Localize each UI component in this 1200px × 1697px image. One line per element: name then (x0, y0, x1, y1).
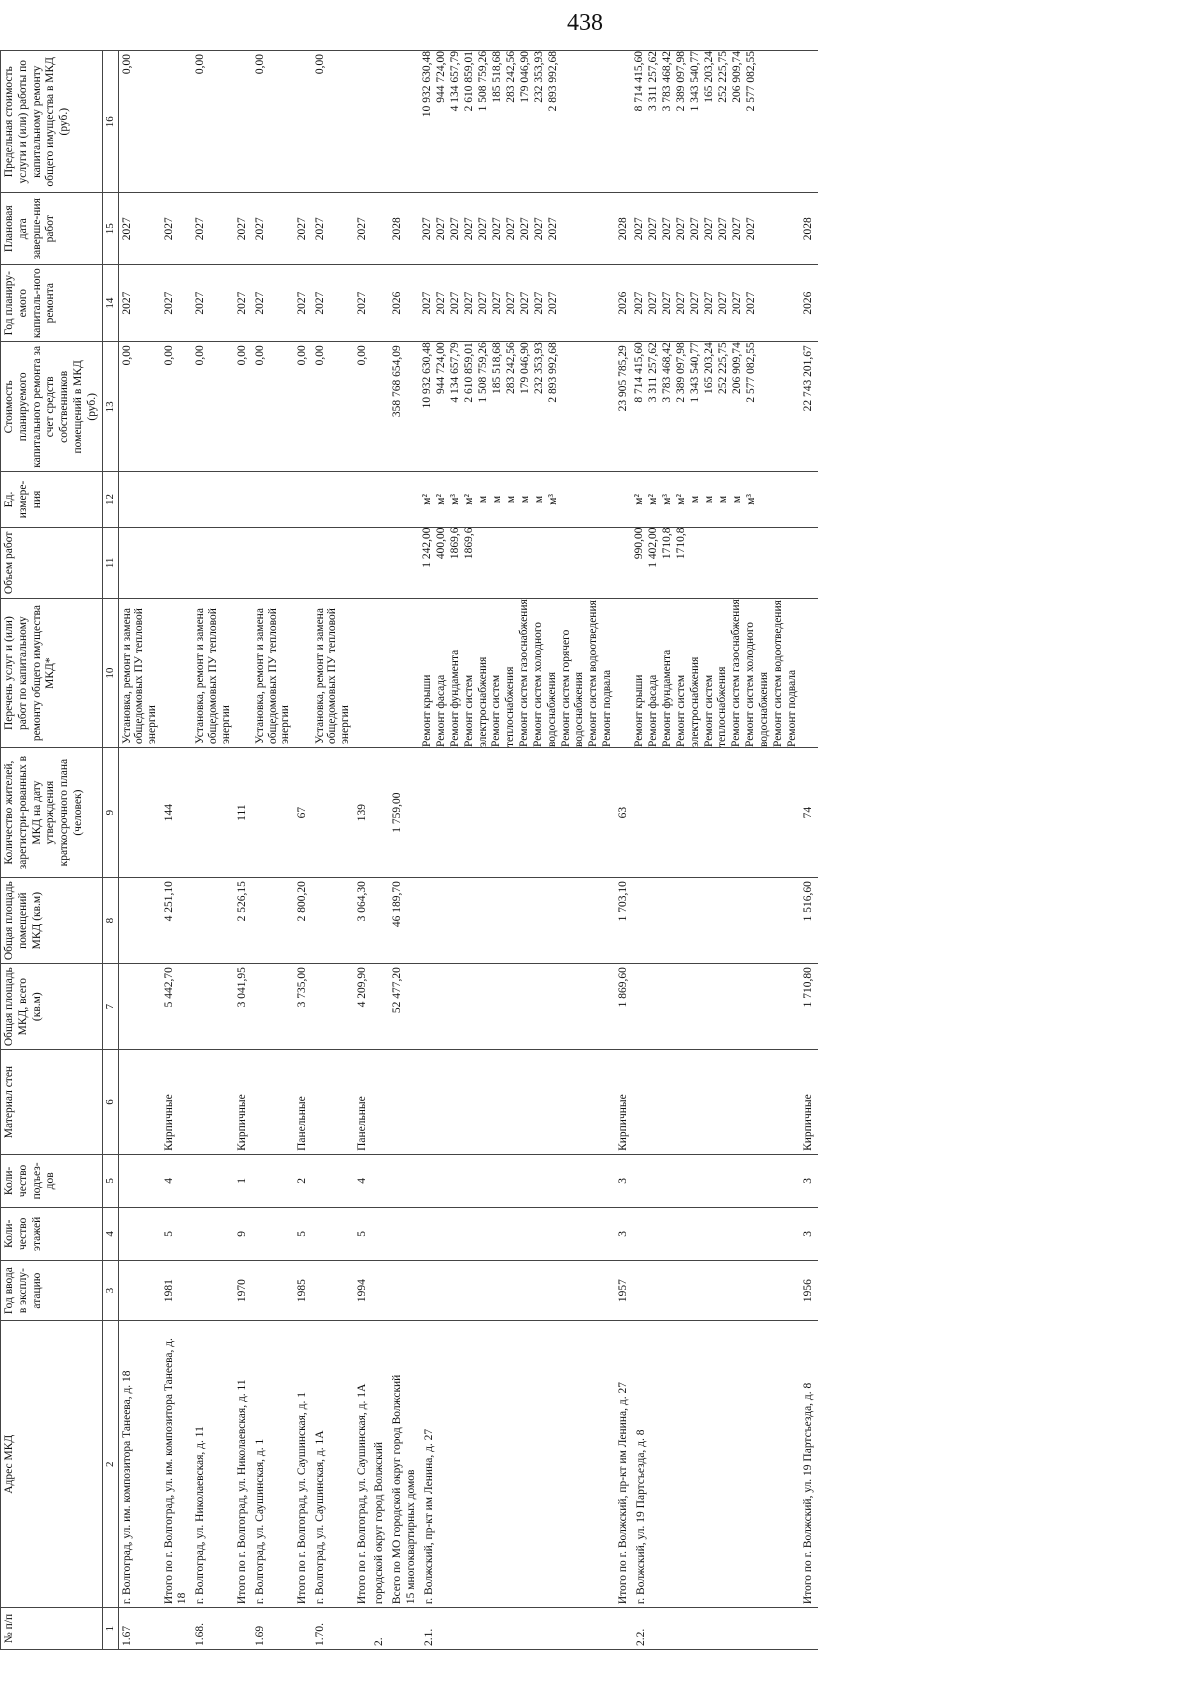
work-unit: м (717, 495, 729, 504)
entrances: 4 (354, 1154, 372, 1207)
header-cell: Предельная стоимость услуги и (или) работы по капитальному ремонту общего имущества в МКД (руб.) (1, 51, 103, 193)
plan-date: 2028 (389, 193, 421, 265)
repair-year: 2027 (252, 265, 294, 342)
premises-area: 4 251,10 (161, 878, 193, 964)
total-label: Итого по г. Волгоград, ул. им. композитора Танеева, д. 18 (161, 1321, 193, 1608)
work-year: 2027 (745, 291, 757, 315)
wall-material: Кирпичные (234, 1050, 252, 1155)
work-unit: м³ (661, 494, 673, 505)
work-plan-date: 2027 (490, 217, 503, 241)
year-built: 1957 (615, 1260, 633, 1321)
row-number: 2.2. (633, 1608, 800, 1650)
work-name: Ремонт фасада (434, 674, 447, 748)
work-name: Ремонт фундамента (661, 649, 673, 748)
work-year: 2027 (546, 291, 559, 315)
work-unit: м³ (745, 494, 757, 505)
work-plan-date: 2027 (689, 217, 701, 241)
cost-list (421, 342, 615, 472)
work-name: Установка, ремонт и замена общедомовых ПУ тепловой энергии (252, 599, 294, 748)
grand-total-label: Всего по МО городской округ город Волжский (391, 1374, 404, 1605)
work-name: Ремонт систем водоотведения (771, 600, 784, 748)
work-cost: 944 724,00 (434, 342, 447, 395)
work-volume: 400,00 (434, 527, 447, 560)
residents: 139 (354, 748, 372, 878)
premises-area: 1 703,10 (615, 878, 633, 964)
header-cell: Коли-чество этажей (1, 1207, 103, 1260)
year-built: 1970 (234, 1260, 252, 1321)
work-unit: м (504, 495, 517, 504)
address: г. Волгоград, ул. им. композитора Танеева, д. 18 (118, 1321, 160, 1608)
work-plan-date: 2027 (546, 217, 559, 241)
row-number: 1.69 (252, 1608, 294, 1650)
work-plan-date: 2027 (745, 217, 757, 241)
address: г. Волжский, ул. 19 Партсъезда, д. 8 (633, 1321, 800, 1608)
table-row-total (615, 51, 633, 1650)
work-unit: м (476, 495, 489, 504)
work-cost: 3 311 257,62 (647, 342, 659, 403)
work-limit: 206 909,74 (731, 51, 743, 103)
work-name: Ремонт подвала (601, 669, 614, 748)
work-limit: 2 893 992,68 (546, 51, 559, 112)
cost: 0,00 (294, 342, 312, 472)
year-list (633, 265, 800, 342)
column-number: 16 (102, 51, 118, 193)
residents: 111 (234, 748, 252, 878)
column-number: 13 (102, 342, 118, 472)
work-name: Ремонт систем холодного водоснабжения (532, 621, 558, 748)
plan-list (633, 193, 800, 265)
floors: 5 (354, 1207, 372, 1260)
header-cell: Плановая дата заверше-ния работ (1, 193, 103, 265)
header-cell: № п/п (1, 1608, 103, 1650)
cost: 0,00 (354, 342, 372, 472)
unit-list (421, 472, 615, 527)
column-number: 3 (102, 1260, 118, 1321)
column-number: 6 (102, 1050, 118, 1155)
table-row-total (234, 51, 252, 1650)
work-plan-date: 2027 (703, 217, 715, 241)
table-row (118, 51, 160, 1650)
work-cost: 2 893 992,68 (546, 342, 559, 403)
capital-repair-table (0, 50, 818, 1650)
column-number: 1 (102, 1608, 118, 1650)
column-number: 7 (102, 964, 118, 1050)
work-plan-date: 2027 (434, 217, 447, 241)
work-volume: 1710,8 (661, 527, 673, 560)
repair-year: 2027 (294, 265, 312, 342)
work-limit: 3 311 257,62 (647, 51, 659, 111)
limit-cost: 0,00 (312, 51, 354, 193)
total-label: Итого по г. Волгоград, ул. Саушинская, д. 1А (354, 1321, 372, 1608)
cost: 0,00 (118, 342, 160, 472)
entrances: 3 (615, 1154, 633, 1207)
total-area: 1 869,60 (615, 964, 633, 1050)
wall-material: Кирпичные (161, 1050, 193, 1155)
work-year: 2027 (703, 291, 715, 315)
work-year: 2027 (689, 291, 701, 315)
floors: 9 (234, 1207, 252, 1260)
work-plan-date: 2027 (661, 217, 673, 241)
header-cell: Адрес МКД (1, 1321, 103, 1608)
work-year: 2027 (647, 291, 659, 315)
work-cost: 165 203,24 (703, 342, 715, 395)
plan-date: 2027 (161, 193, 193, 265)
volume-list (633, 527, 800, 599)
total-label: Итого по г. Волжский, пр-кт им Ленина, д. 27 (615, 1321, 633, 1608)
work-plan-date: 2027 (675, 217, 687, 241)
work-plan-date: 2027 (633, 217, 645, 241)
address: г. Волжский, пр-кт им Ленина, д. 27 (421, 1321, 615, 1608)
grand-total-row (389, 51, 421, 1650)
cost: 0,00 (252, 342, 294, 472)
work-unit: м² (647, 494, 659, 505)
work-limit: 1 343 540,77 (689, 51, 701, 112)
work-cost: 2 389 097,98 (675, 342, 687, 403)
wall-material: Панельные (354, 1050, 372, 1155)
work-limit: 3 783 468,42 (661, 51, 673, 112)
plan-date: 2027 (312, 193, 354, 265)
plan-date: 2027 (234, 193, 252, 265)
limit-cost: 0,00 (118, 51, 160, 193)
work-name: Ремонт систем теплоснабжения (490, 666, 517, 748)
work-name: Ремонт систем газоснабжения (730, 599, 743, 748)
plan-date: 2028 (800, 193, 818, 265)
work-year: 2027 (504, 291, 517, 315)
work-limit: 4 134 657,79 (448, 51, 461, 112)
work-unit: м (490, 495, 503, 504)
repair-year: 2027 (118, 265, 160, 342)
table-row-total (800, 51, 818, 1650)
header-cell: Коли-чество подъез-дов (1, 1154, 103, 1207)
work-volume: 1 402,00 (647, 527, 659, 568)
header-cell: Год ввода в эксплу-атацию (1, 1260, 103, 1321)
work-cost: 283 242,56 (504, 342, 517, 395)
cost: 0,00 (192, 342, 234, 472)
repair-year: 2026 (389, 265, 421, 342)
work-limit: 165 203,24 (703, 51, 715, 103)
limit-list (421, 51, 615, 193)
work-year: 2027 (532, 291, 545, 315)
work-plan-date: 2027 (462, 217, 475, 241)
work-volume: 1869,6 (462, 527, 475, 560)
header-cell: Год планиру-емого капиталь-ного ремонта (1, 265, 103, 342)
total-area: 3 735,00 (294, 964, 312, 1050)
entrances: 1 (234, 1154, 252, 1207)
work-name: Ремонт фундамента (448, 649, 461, 748)
header-cell: Стоимость планируемого капитального ремонта за счет средств собственников помещений в МКД (руб.) (1, 342, 103, 472)
work-year: 2027 (434, 291, 447, 315)
header-cell: Перечень услуг и (или) работ по капитальному ремонту общего имущества МКД* (1, 599, 103, 748)
work-cost: 232 353,93 (532, 342, 545, 395)
work-cost: 1 508 759,26 (476, 342, 489, 403)
work-name: Ремонт систем холодного водоснабжения (744, 621, 770, 748)
work-limit: 232 353,93 (532, 51, 545, 103)
work-limit: 283 242,56 (504, 51, 517, 103)
table-row (421, 51, 615, 1650)
work-name: Ремонт крыши (420, 674, 433, 748)
work-year: 2027 (633, 291, 645, 315)
work-name: Ремонт систем горячего водоснабжения (559, 629, 586, 748)
column-number: 4 (102, 1207, 118, 1260)
plan-list (421, 193, 615, 265)
work-year: 2027 (462, 291, 475, 315)
work-limit: 2 389 097,98 (675, 51, 687, 112)
table-row (252, 51, 294, 1650)
work-year: 2027 (420, 291, 433, 315)
work-name: Ремонт систем водоотведения (587, 600, 600, 748)
limit-cost: 0,00 (252, 51, 294, 193)
work-cost: 8 714 415,60 (633, 342, 645, 403)
work-name: Установка, ремонт и замена общедомовых ПУ тепловой энергии (118, 599, 160, 748)
work-cost: 1 343 540,77 (689, 342, 701, 403)
year-built: 1994 (354, 1260, 372, 1321)
cost: 358 768 654,09 (389, 342, 421, 472)
header-cell: Количество жителей, зарегистри-рованных в МКД на дату утверждения краткосрочного плана (человек) (1, 748, 103, 878)
work-cost: 4 134 657,79 (448, 342, 461, 403)
column-number: 10 (102, 599, 118, 748)
year-built: 1981 (161, 1260, 193, 1321)
work-cost: 10 932 630,48 (420, 342, 433, 409)
table-row-total (294, 51, 312, 1650)
wall-material: Кирпичные (615, 1050, 633, 1155)
total-label: Итого по г. Волжский, ул. 19 Партсъезда, д. 8 (800, 1321, 818, 1608)
table-header (1, 51, 119, 1650)
cost: 0,00 (234, 342, 252, 472)
work-plan-date: 2027 (717, 217, 729, 241)
repair-year: 2027 (192, 265, 234, 342)
work-cost: 3 783 468,42 (661, 342, 673, 403)
work-year: 2027 (717, 291, 729, 315)
total-area: 52 477,20 (389, 964, 421, 1050)
residents: 144 (161, 748, 193, 878)
work-name: Ремонт крыши (633, 674, 645, 748)
work-year: 2027 (661, 291, 673, 315)
plan-date: 2027 (252, 193, 294, 265)
floors: 5 (161, 1207, 193, 1260)
repair-year: 2027 (161, 265, 193, 342)
repair-year: 2026 (615, 265, 633, 342)
work-year: 2027 (675, 291, 687, 315)
repair-year: 2026 (800, 265, 818, 342)
work-name: Установка, ремонт и замена общедомовых ПУ тепловой энергии (312, 599, 354, 748)
unit-list (633, 472, 800, 527)
work-plan-date: 2027 (420, 217, 433, 241)
work-year: 2027 (731, 291, 743, 315)
rotated-table-wrapper (0, 50, 1150, 1650)
column-number-row (102, 51, 118, 1650)
volume-list (421, 527, 615, 599)
table-row (192, 51, 234, 1650)
limit-list (633, 51, 800, 193)
repair-year: 2027 (354, 265, 372, 342)
work-name: Ремонт систем газоснабжения (518, 599, 531, 748)
table-row (633, 51, 800, 1650)
table-row (312, 51, 354, 1650)
work-unit: м² (462, 494, 475, 505)
work-year: 2027 (490, 291, 503, 315)
work-cost: 185 518,68 (490, 342, 503, 395)
work-name: Ремонт подвала (785, 669, 798, 748)
total-area: 3 041,95 (234, 964, 252, 1050)
work-limit: 8 714 415,60 (633, 51, 645, 112)
repair-year: 2027 (234, 265, 252, 342)
limit-cost: 0,00 (192, 51, 234, 193)
floors: 3 (615, 1207, 633, 1260)
work-plan-date: 2027 (731, 217, 743, 241)
premises-area: 2 526,15 (234, 878, 252, 964)
work-limit: 10 932 630,48 (420, 51, 433, 118)
section-label: городской округ город Волжский (371, 1321, 389, 1608)
work-limit: 185 518,68 (490, 51, 503, 103)
work-plan-date: 2027 (504, 217, 517, 241)
cost: 0,00 (312, 342, 354, 472)
work-unit: м (689, 495, 701, 504)
wall-material: Панельные (294, 1050, 312, 1155)
work-year: 2027 (448, 291, 461, 315)
plan-date: 2027 (354, 193, 372, 265)
work-cost: 206 909,74 (731, 342, 743, 395)
work-name: Ремонт систем электроснабжения (675, 656, 701, 748)
floors: 3 (800, 1207, 818, 1260)
year-built: 1956 (800, 1260, 818, 1321)
header-cell: Объем работ (1, 527, 103, 599)
work-name: Ремонт систем электроснабжения (462, 656, 489, 748)
work-name: Установка, ремонт и замена общедомовых ПУ тепловой энергии (192, 599, 234, 748)
premises-area: 1 516,60 (800, 878, 818, 964)
column-number: 9 (102, 748, 118, 878)
work-plan-date: 2027 (532, 217, 545, 241)
column-number: 11 (102, 527, 118, 599)
wall-material: Кирпичные (800, 1050, 818, 1155)
entrances: 2 (294, 1154, 312, 1207)
row-number: 2.1. (421, 1608, 615, 1650)
work-cost: 2 577 082,55 (745, 342, 757, 403)
work-unit: м³ (546, 494, 559, 505)
work-unit: м (703, 495, 715, 504)
header-cell: Общая площадь МКД, всего (кв.м) (1, 964, 103, 1050)
total-area: 1 710,80 (800, 964, 818, 1050)
table-row-total (354, 51, 372, 1650)
entrances: 3 (800, 1154, 818, 1207)
premises-area: 2 800,20 (294, 878, 312, 964)
work-limit: 179 046,90 (518, 51, 531, 103)
column-number: 15 (102, 193, 118, 265)
work-list (633, 599, 800, 748)
page-number: 438 (567, 10, 603, 36)
plan-date: 2027 (192, 193, 234, 265)
work-limit: 1 508 759,26 (476, 51, 489, 112)
work-plan-date: 2027 (647, 217, 659, 241)
work-limit: 2 577 082,55 (745, 51, 757, 112)
work-unit: м² (633, 494, 645, 505)
header-cell: Материал стен (1, 1050, 103, 1155)
total-label: Итого по г. Волгоград, ул. Саушинская, д. 1 (294, 1321, 312, 1608)
plan-date: 2028 (615, 193, 633, 265)
address: г. Волгоград, ул. Николаевская, д. 11 (192, 1321, 234, 1608)
column-number: 14 (102, 265, 118, 342)
address: г. Волгоград, ул. Саушинская, д. 1А (312, 1321, 354, 1608)
work-plan-date: 2027 (448, 217, 461, 241)
total-area: 4 209,90 (354, 964, 372, 1050)
section-number: 2. (371, 1608, 389, 1650)
work-cost: 179 046,90 (518, 342, 531, 395)
premises-area: 3 064,30 (354, 878, 372, 964)
work-cost: 2 610 859,01 (462, 342, 475, 403)
address: г. Волгоград, ул. Саушинская, д. 1 (252, 1321, 294, 1608)
column-number: 2 (102, 1321, 118, 1608)
row-number: 1.70. (312, 1608, 354, 1650)
total-area: 5 442,70 (161, 964, 193, 1050)
column-number: 8 (102, 878, 118, 964)
residents: 63 (615, 748, 633, 878)
header-cell: Общая площадь помещений МКД (кв.м) (1, 878, 103, 964)
work-volume: 990,00 (633, 527, 645, 560)
work-year: 2027 (518, 291, 531, 315)
floors: 5 (294, 1207, 312, 1260)
work-plan-date: 2027 (518, 217, 531, 241)
work-unit: м (731, 495, 743, 504)
work-list (421, 599, 615, 748)
section-row (371, 51, 389, 1650)
column-number: 12 (102, 472, 118, 527)
grand-total-sublabel: 15 многоквартирных домов (405, 1469, 418, 1605)
work-volume: 1 242,00 (420, 527, 433, 568)
plan-date: 2027 (118, 193, 160, 265)
residents: 1 759,00 (389, 748, 421, 878)
table-body (118, 51, 817, 1650)
work-unit: м² (420, 494, 433, 505)
cost: 23 905 785,29 (615, 342, 633, 472)
work-volume: 1710,8 (675, 527, 687, 560)
work-limit: 252 225,75 (717, 51, 729, 103)
year-built: 1985 (294, 1260, 312, 1321)
work-year: 2027 (476, 291, 489, 315)
entrances: 4 (161, 1154, 193, 1207)
premises-area: 46 189,70 (389, 878, 421, 964)
work-unit: м (518, 495, 531, 504)
work-plan-date: 2027 (476, 217, 489, 241)
work-unit: м³ (448, 494, 461, 505)
work-name: Ремонт систем теплоснабжения (702, 666, 729, 748)
work-limit: 944 724,00 (434, 51, 447, 103)
plan-date: 2027 (294, 193, 312, 265)
table-row-total (161, 51, 193, 1650)
work-cost: 252 225,75 (717, 342, 729, 395)
work-limit: 2 610 859,01 (462, 51, 475, 112)
work-name: Ремонт фасада (647, 674, 659, 748)
header-cell: Ед. измере-ния (1, 472, 103, 527)
work-volume: 1869,6 (448, 527, 461, 560)
row-number: 1.68. (192, 1608, 234, 1650)
residents: 74 (800, 748, 818, 878)
residents: 67 (294, 748, 312, 878)
total-label: Итого по г. Волгоград, ул. Николаевская, д. 11 (234, 1321, 252, 1608)
year-list (421, 265, 615, 342)
work-unit: м² (675, 494, 687, 505)
repair-year: 2027 (312, 265, 354, 342)
work-unit: м (532, 495, 545, 504)
column-number: 5 (102, 1154, 118, 1207)
cost: 22 743 201,67 (800, 342, 818, 472)
row-number: 1.67 (118, 1608, 160, 1650)
cost-list (633, 342, 800, 472)
work-unit: м² (434, 494, 447, 505)
cost: 0,00 (161, 342, 193, 472)
